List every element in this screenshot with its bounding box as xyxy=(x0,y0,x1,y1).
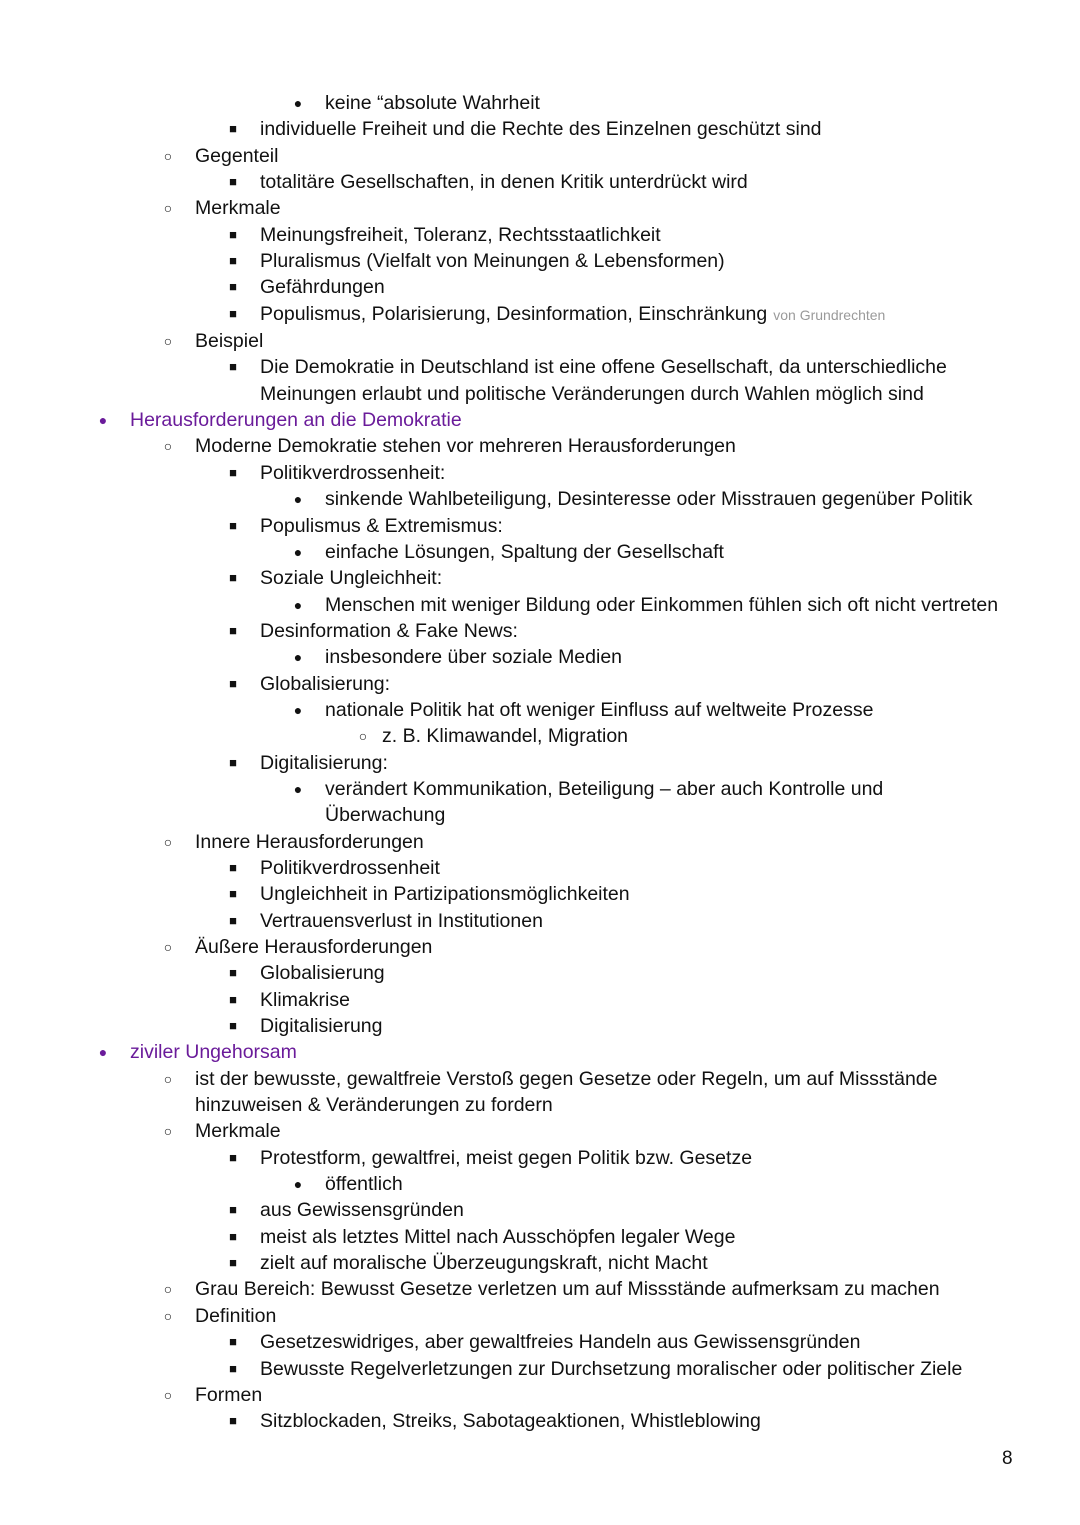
text-line: nationale Politik hat oft weniger Einfluss auf weltweite Prozesse xyxy=(325,698,874,721)
text-line: ist der bewusste, gewaltfreie Verstoß gegen Gesetze oder Regeln, um auf Missstände xyxy=(195,1067,938,1090)
list-item-text xyxy=(325,776,1080,802)
text-line: Populismus & Extremismus: xyxy=(260,514,503,537)
list-item-text xyxy=(325,486,1080,512)
text-line: Herausforderungen an die Demokratie xyxy=(130,409,462,432)
square-bullet-icon: ■ xyxy=(229,991,237,1007)
square-bullet-icon: ■ xyxy=(229,1413,237,1429)
list-item-text xyxy=(260,274,1080,300)
text-line: Äußere Herausforderungen xyxy=(195,936,433,958)
list-item-text xyxy=(325,539,1080,565)
list-item-text xyxy=(195,195,1080,221)
list-item xyxy=(0,1171,1080,1197)
list-item-text xyxy=(260,354,1080,380)
square-bullet-icon: ■ xyxy=(229,622,237,638)
list-item-text xyxy=(260,671,1080,697)
hollow-circle-bullet-icon: ○ xyxy=(163,939,173,955)
square-bullet-icon: ■ xyxy=(229,174,237,190)
filled-circle-bullet-icon: ● xyxy=(293,780,303,797)
text-line: Merkmale xyxy=(195,197,281,220)
text-line: Politikverdrossenheit xyxy=(260,856,440,879)
square-bullet-icon: ■ xyxy=(229,279,237,295)
hollow-circle-bullet-icon: ○ xyxy=(163,1281,173,1298)
text-line: Klimakrise xyxy=(260,988,350,1011)
filled-circle-bullet-icon: ● xyxy=(293,649,303,666)
text-line: Moderne Demokratie stehen vor mehreren Herausforderungen xyxy=(195,435,736,458)
list-item-text xyxy=(195,829,1080,855)
text-line: Innere Herausforderungen xyxy=(195,830,424,853)
list-item xyxy=(0,169,1080,195)
text-line: ziviler Ungehorsam xyxy=(130,1041,297,1064)
list-item xyxy=(0,723,1080,749)
text-line: Gesetzeswidriges, aber gewaltfreies Handeln aus Gewissensgründen xyxy=(260,1331,861,1354)
square-bullet-icon: ■ xyxy=(229,1360,237,1376)
filled-circle-bullet-icon: ● xyxy=(98,1044,108,1061)
filled-circle-bullet-icon: ● xyxy=(293,701,303,718)
text-line: Sitzblockaden, Streiks, Sabotageaktionen, Whistleblowing xyxy=(260,1410,761,1433)
list-item xyxy=(0,881,1080,907)
list-item-text xyxy=(260,1013,1080,1039)
text-line: Bewusste Regelverletzungen zur Durchsetzung moralischer oder politischer Ziele xyxy=(260,1357,963,1380)
list-item xyxy=(0,960,1080,986)
list-item xyxy=(0,143,1080,169)
list-item xyxy=(0,618,1080,644)
square-bullet-icon: ■ xyxy=(229,226,237,242)
list-item-text xyxy=(325,1171,1080,1197)
list-item-text xyxy=(130,1039,1080,1065)
list-item-text xyxy=(260,222,1080,248)
square-bullet-icon: ■ xyxy=(229,359,237,375)
list-item-text xyxy=(260,1250,1080,1276)
list-item xyxy=(0,513,1080,539)
list-item-text xyxy=(260,301,1080,328)
list-item-text xyxy=(260,248,1080,274)
square-bullet-icon: ■ xyxy=(229,1334,237,1350)
square-bullet-icon: ■ xyxy=(229,1202,237,1218)
square-bullet-icon: ■ xyxy=(229,1228,237,1244)
list-item-text xyxy=(325,644,1080,670)
list-item-text xyxy=(195,934,1080,960)
text-line: Ungleichheit in Partizipationsmöglichkeiten xyxy=(260,883,630,906)
list-item-text xyxy=(260,565,1080,591)
text-line: Formen xyxy=(195,1383,263,1406)
list-item-text xyxy=(260,960,1080,986)
text-line: aus Gewissensgründen xyxy=(260,1199,464,1222)
text-line: Gegenteil xyxy=(195,144,279,167)
text-line: keine “absolute Wahrheit xyxy=(325,92,540,114)
list-item-text xyxy=(195,1092,1080,1118)
square-bullet-icon: ■ xyxy=(229,886,237,902)
list-item-text xyxy=(195,1276,1080,1302)
list-item xyxy=(0,1224,1080,1250)
filled-circle-bullet-icon: ● xyxy=(98,412,108,429)
page-number: 8 xyxy=(1002,1448,1013,1469)
list-item-text xyxy=(260,116,1080,142)
square-bullet-icon: ■ xyxy=(229,253,237,269)
list-item xyxy=(0,301,1080,328)
list-item xyxy=(0,908,1080,934)
text-line: Meinungsfreiheit, Toleranz, Rechtsstaatlichkeit xyxy=(260,223,661,246)
list-item xyxy=(0,1013,1080,1039)
list-item xyxy=(0,1145,1080,1171)
list-item xyxy=(0,1303,1080,1329)
square-bullet-icon: ■ xyxy=(229,1149,237,1165)
list-item-text xyxy=(195,143,1080,169)
list-item xyxy=(0,750,1080,776)
square-bullet-icon: ■ xyxy=(229,675,237,691)
text-line: insbesondere über soziale Medien xyxy=(325,646,623,669)
hollow-circle-bullet-icon: ○ xyxy=(163,438,173,455)
square-bullet-icon: ■ xyxy=(229,121,237,137)
text-line: Protestform, gewaltfrei, meist gegen Politik bzw. Gesetze xyxy=(260,1146,753,1169)
text-line: hinzuweisen & Veränderungen zu fordern xyxy=(195,1094,553,1117)
list-item xyxy=(0,116,1080,142)
hollow-circle-bullet-icon: ○ xyxy=(163,333,173,350)
list-item-text xyxy=(260,1197,1080,1223)
square-bullet-icon: ■ xyxy=(229,1018,237,1034)
hollow-circle-bullet-icon: ○ xyxy=(358,728,368,745)
list-item xyxy=(0,592,1080,618)
list-item xyxy=(0,987,1080,1013)
hollow-circle-bullet-icon: ○ xyxy=(163,200,173,217)
list-item xyxy=(0,776,1080,829)
list-item-text xyxy=(382,723,1080,749)
filled-circle-bullet-icon: ● xyxy=(293,491,303,508)
list-item xyxy=(0,1276,1080,1302)
text-line: Politikverdrossenheit: xyxy=(260,461,446,484)
hollow-circle-bullet-icon: ○ xyxy=(163,147,173,164)
text-line: Menschen mit weniger Bildung oder Einkommen fühlen sich oft nicht vertreten xyxy=(325,593,999,616)
list-item-text xyxy=(260,460,1080,486)
list-item-text xyxy=(260,1356,1080,1382)
list-item xyxy=(0,565,1080,591)
text-line: Überwachung xyxy=(325,804,446,827)
list-item-text xyxy=(195,433,1080,459)
list-item xyxy=(0,1408,1080,1434)
list-item xyxy=(0,644,1080,670)
list-item-text xyxy=(260,750,1080,776)
list-item-text xyxy=(130,407,1080,433)
text-line: meist als letztes Mittel nach Ausschöpfen legaler Wege xyxy=(260,1225,736,1248)
list-item xyxy=(0,90,1080,116)
list-item-text xyxy=(260,881,1080,907)
text-line: Meinungen erlaubt und politische Veränderungen durch Wahlen möglich sind xyxy=(260,382,924,405)
text-line: verändert Kommunikation, Beteiligung – aber auch Kontrolle und xyxy=(325,777,884,800)
square-bullet-icon: ■ xyxy=(229,965,237,981)
list-item-text xyxy=(260,513,1080,539)
list-item-text xyxy=(260,1408,1080,1434)
list-item-text xyxy=(325,697,1080,723)
list-item-text xyxy=(325,592,1080,618)
text-line: Definition xyxy=(195,1304,277,1327)
section-heading xyxy=(0,1039,1080,1065)
filled-circle-bullet-icon: ● xyxy=(293,596,303,613)
hollow-circle-bullet-icon: ○ xyxy=(163,833,173,850)
list-item-text xyxy=(195,1382,1080,1408)
list-item-text xyxy=(195,1118,1080,1144)
square-bullet-icon: ■ xyxy=(229,464,237,480)
list-item xyxy=(0,697,1080,723)
list-item xyxy=(0,1250,1080,1276)
list-item xyxy=(0,829,1080,855)
list-item-text xyxy=(325,802,1080,828)
square-bullet-icon: ■ xyxy=(229,305,237,321)
text-line: Globalisierung xyxy=(260,962,385,985)
list-item xyxy=(0,486,1080,512)
list-item xyxy=(0,460,1080,486)
list-item-text xyxy=(260,855,1080,881)
text-line: sinkende Wahlbeteiligung, Desinteresse oder Misstrauen gegenüber Politik xyxy=(325,488,973,511)
square-bullet-icon: ■ xyxy=(229,912,237,928)
text-line: totalitäre Gesellschaften, in denen Kritik unterdrückt wird xyxy=(260,171,748,194)
list-item xyxy=(0,671,1080,697)
list-item xyxy=(0,1118,1080,1144)
text-line: öffentlich xyxy=(325,1173,403,1196)
annotation-note: von Grundrechten xyxy=(773,306,886,323)
list-item xyxy=(0,934,1080,960)
list-item xyxy=(0,248,1080,274)
text-line: Pluralismus (Vielfalt von Meinungen & Lebensformen) xyxy=(260,250,725,273)
list-item xyxy=(0,195,1080,221)
text-line: z. B. Klimawandel, Migration xyxy=(382,725,629,748)
text-line: zielt auf moralische Überzeugungskraft, nicht Macht xyxy=(260,1252,708,1275)
list-item xyxy=(0,433,1080,459)
square-bullet-icon: ■ xyxy=(229,570,237,586)
list-item-text xyxy=(325,90,1080,116)
list-item xyxy=(0,354,1080,407)
text-line: Soziale Ungleichheit: xyxy=(260,567,443,590)
square-bullet-icon: ■ xyxy=(229,517,237,533)
filled-circle-bullet-icon: ● xyxy=(293,543,303,560)
hollow-circle-bullet-icon: ○ xyxy=(163,1386,173,1403)
document-body xyxy=(0,90,1080,1435)
list-item-text xyxy=(195,1303,1080,1329)
list-item xyxy=(0,539,1080,565)
text-line: Grau Bereich: Bewusst Gesetze verletzen um auf Missstände aufmerksam zu machen xyxy=(195,1278,940,1301)
text-line: Beispiel xyxy=(195,330,264,353)
text-line: einfache Lösungen, Spaltung der Gesellschaft xyxy=(325,540,724,563)
text-line: individuelle Freiheit und die Rechte des Einzelnen geschützt sind xyxy=(260,118,822,141)
list-item-text xyxy=(195,328,1080,354)
list-item-text xyxy=(260,618,1080,644)
text-line: Gefährdungen xyxy=(260,276,385,299)
text-line: Desinformation & Fake News: xyxy=(260,619,518,642)
filled-circle-bullet-icon: ● xyxy=(293,1176,303,1193)
text-line: Globalisierung: xyxy=(260,672,391,695)
list-item-text xyxy=(260,908,1080,934)
text-line: Digitalisierung: xyxy=(260,751,388,774)
list-item xyxy=(0,328,1080,354)
square-bullet-icon: ■ xyxy=(229,1255,237,1271)
list-item xyxy=(0,855,1080,881)
list-item xyxy=(0,222,1080,248)
list-item-text xyxy=(260,169,1080,195)
text-line: Die Demokratie in Deutschland ist eine offene Gesellschaft, da unterschiedliche xyxy=(260,356,947,379)
list-item-text xyxy=(260,987,1080,1013)
list-item-text xyxy=(195,1066,1080,1092)
hollow-circle-bullet-icon: ○ xyxy=(163,1307,173,1324)
text-line: Merkmale xyxy=(195,1120,281,1143)
text-line: Digitalisierung xyxy=(260,1015,383,1038)
square-bullet-icon: ■ xyxy=(229,859,237,875)
hollow-circle-bullet-icon: ○ xyxy=(163,1123,173,1140)
filled-circle-bullet-icon: ● xyxy=(293,95,303,111)
section-heading xyxy=(0,407,1080,433)
list-item-text xyxy=(260,1145,1080,1171)
hollow-circle-bullet-icon: ○ xyxy=(163,1070,173,1087)
list-item xyxy=(0,1356,1080,1382)
list-item xyxy=(0,1197,1080,1223)
square-bullet-icon: ■ xyxy=(229,754,237,770)
list-item-text xyxy=(260,1329,1080,1355)
list-item-text xyxy=(260,381,1080,407)
list-item xyxy=(0,274,1080,300)
list-item xyxy=(0,1066,1080,1119)
list-item-text xyxy=(260,1224,1080,1250)
text-line: Vertrauensverlust in Institutionen xyxy=(260,909,543,932)
list-item xyxy=(0,1329,1080,1355)
text-line: Populismus, Polarisierung, Desinformation, Einschränkung xyxy=(260,302,768,325)
list-item xyxy=(0,1382,1080,1408)
